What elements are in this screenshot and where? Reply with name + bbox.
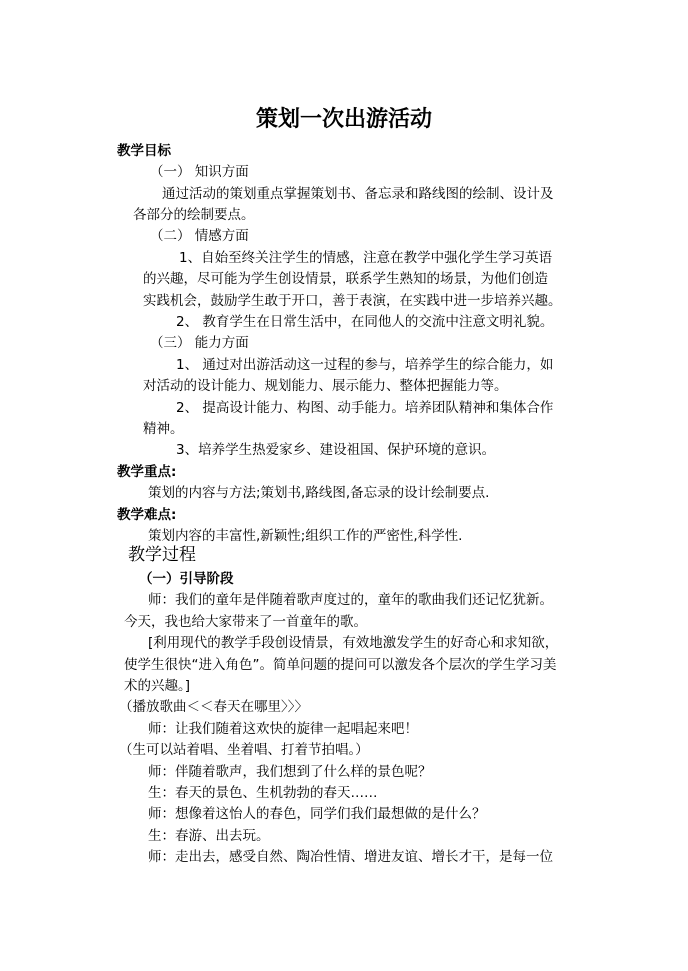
paragraph-line: 师：让我们随着这欢快的旋律一起唱起来吧！ <box>148 721 418 737</box>
paragraph-line: 术的兴趣。] <box>124 678 191 694</box>
paragraph-line: 的兴趣，尽可能为学生创设情景，联系学生熟知的场景，为他们创造 <box>143 271 548 287</box>
paragraph-line: 师：伴随着歌声，我们想到了什么样的景色呢？ <box>148 764 432 780</box>
section-heading-process: 教学过程 <box>128 545 196 565</box>
paragraph-line: 精神。 <box>143 421 184 437</box>
paragraph-line: 对活动的设计能力、规划能力、展示能力、整体把握能力等。 <box>143 378 508 394</box>
paragraph-line: 各部分的绘制要点。 <box>133 207 255 223</box>
paragraph-line: 1、 通过对出游活动这一过程的参与，培养学生的综合能力，如 <box>176 357 554 373</box>
section-heading-key-points: 教学重点: <box>117 464 177 480</box>
paragraph-line: 生：春天的景色、生机勃勃的春天…… <box>148 785 378 801</box>
document-title: 策划一次出游活动 <box>255 106 432 132</box>
subheading-emotion: （二） 情感方面 <box>150 228 249 244</box>
paragraph-line: 师：想像着这怡人的春色，同学们我们最想做的是什么？ <box>148 806 486 822</box>
subheading-knowledge: （一） 知识方面 <box>150 164 249 180</box>
paragraph-line: 策划的内容与方法;策划书,路线图,备忘录的设计绘制要点. <box>148 485 490 501</box>
section-heading-difficulties: 教学难点: <box>117 507 177 523</box>
section-heading-goals: 教学目标 <box>117 143 171 159</box>
paragraph-line: 2、 教育学生在日常生活中，在同他人的交流中注意文明礼貌。 <box>176 314 554 330</box>
paragraph-line: 通过活动的策划重点掌握策划书、备忘录和路线图的绘制、设计及 <box>162 186 554 202</box>
paragraph-line: 1、自始至终关注学生的情感，注意在教学中强化学生学习英语 <box>179 250 553 266</box>
paragraph-line: [利用现代的教学手段创设情景，有效地激发学生的好奇心和求知欲， <box>148 635 559 651</box>
subheading-ability: （三） 能力方面 <box>150 335 249 351</box>
paragraph-line: 使学生很快“进入角色”。简单问题的提问可以激发各个层次的学生学习美 <box>124 657 557 673</box>
paragraph-line: 3、培养学生热爱家乡、建设祖国、保护环境的意识。 <box>176 442 496 458</box>
paragraph-line: 师：走出去，感受自然、陶冶性情、增进友谊、增长才干，是每一位 <box>148 849 553 865</box>
paragraph-line: 今天，我也给大家带来了一首童年的歌。 <box>124 614 367 630</box>
paragraph-line: 师：我们的童年是伴随着歌声度过的，童年的歌曲我们还记忆犹新。 <box>148 592 553 608</box>
paragraph-line: 策划内容的丰富性,新颖性;组织工作的严密性,科学性. <box>148 528 463 544</box>
paragraph-line: （播放歌曲＜＜春天在哪里〉〉〉 <box>119 699 308 715</box>
paragraph-line: 2、 提高设计能力、构图、动手能力。培养团队精神和集体合作 <box>176 400 554 416</box>
paragraph-line: 生：春游、出去玩。 <box>148 828 270 844</box>
paragraph-line: （生可以站着唱、坐着唱、打着节拍唱。） <box>119 742 369 758</box>
paragraph-line: 实践机会，鼓励学生敢于开口，善于表演，在实践中进一步培养兴趣。 <box>143 293 562 309</box>
subheading-intro-stage: （一）引导阶段 <box>139 571 234 587</box>
